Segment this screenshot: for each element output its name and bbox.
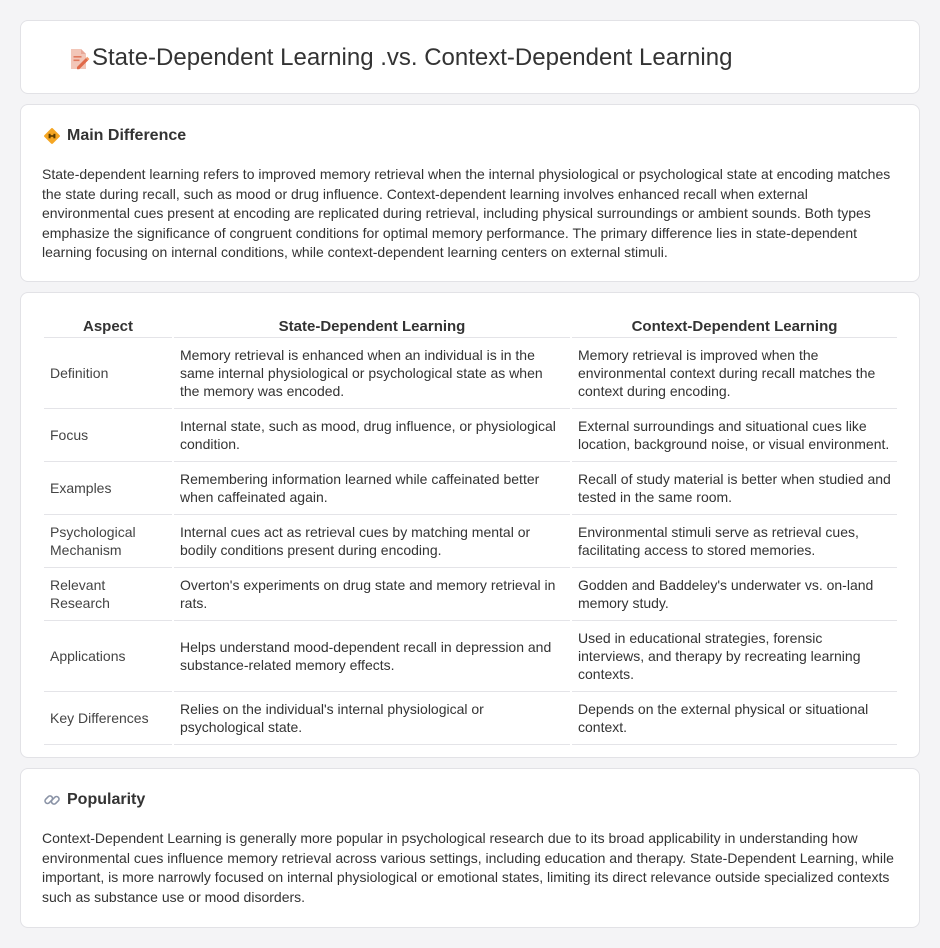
- link-icon: [43, 791, 61, 809]
- table-row: [44, 568, 897, 621]
- column-header-state: State-Dependent Learning: [174, 315, 570, 338]
- row-context-dependent: Environmental stimuli serve as retrieval cues, facilitating access to stored memories.: [572, 515, 897, 568]
- row-aspect: Psychological Mechanism: [44, 515, 172, 568]
- popularity-text: Context-Dependent Learning is generally more popular in psychological research due to its broad applicability in understanding how environmental cues influence memory retrieval across various settings, including education and therapy. State-Dependent Learning, while important, is more narrowly focused on internal physiological or emotional states, limiting its direct relevance outside specialized contexts such as substance use or mood disorders.: [42, 830, 894, 905]
- table-row: [44, 621, 897, 692]
- table-row: [44, 409, 897, 462]
- row-aspect: Applications: [44, 621, 172, 692]
- popularity-section: [20, 768, 920, 928]
- row-state-dependent: Internal cues act as retrieval cues by matching mental or bodily conditions present during encoding.: [174, 515, 570, 568]
- row-context-dependent: Depends on the external physical or situational context.: [572, 692, 897, 745]
- popularity-heading: Popularity: [67, 791, 146, 808]
- row-state-dependent: Helps understand mood-dependent recall in depression and substance-related memory effects.: [174, 621, 570, 692]
- row-aspect: Key Differences: [44, 692, 172, 745]
- page-title: State-Dependent Learning .vs. Context-Dependent Learning: [92, 44, 733, 71]
- comparison-section: [20, 292, 920, 758]
- main-difference-text: State-dependent learning refers to improved memory retrieval when the internal physiological or psychological state at encoding matches the state during recall, such as mood or drug influence. Context-dependent learning involves enhanced recall when external environmental cues present at encoding are replicated during retrieval, including physical surroundings or ambient sounds. Both types emphasize the significance of congruent conditions for optimal memory performance. The primary difference lies in state-dependent learning focusing on internal conditions, while context-dependent learning centers on external stimuli.: [42, 166, 891, 260]
- popularity-header: [43, 791, 145, 809]
- row-context-dependent: Recall of study material is better when studied and tested in the same room.: [572, 462, 897, 515]
- main-difference-heading: Main Difference: [67, 127, 187, 144]
- row-aspect: Focus: [44, 409, 172, 462]
- diamond-sign-icon: [43, 127, 61, 145]
- table-row: [44, 462, 897, 515]
- table-row: [44, 338, 897, 409]
- table-row: [44, 692, 897, 745]
- row-context-dependent: Used in educational strategies, forensic interviews, and therapy by recreating learning contexts.: [572, 621, 897, 692]
- row-aspect: Definition: [44, 338, 172, 409]
- row-state-dependent: Overton's experiments on drug state and memory retrieval in rats.: [174, 568, 570, 621]
- row-aspect: Relevant Research: [44, 568, 172, 621]
- main-difference-section: [20, 104, 920, 282]
- table-header-row: [44, 315, 897, 338]
- row-state-dependent: Memory retrieval is enhanced when an individual is in the same internal physiological or psychological state as when the memory was encoded.: [174, 338, 570, 409]
- document-edit-icon: [67, 47, 91, 71]
- main-difference-header: [43, 127, 186, 145]
- title-card: [20, 20, 920, 94]
- column-header-context: Context-Dependent Learning: [572, 315, 897, 338]
- table-row: [44, 515, 897, 568]
- row-state-dependent: Relies on the individual's internal physiological or psychological state.: [174, 692, 570, 745]
- comparison-table: [42, 315, 899, 745]
- row-context-dependent: Godden and Baddeley's underwater vs. on-land memory study.: [572, 568, 897, 621]
- row-context-dependent: External surroundings and situational cues like location, background noise, or visual environment.: [572, 409, 897, 462]
- row-state-dependent: Remembering information learned while caffeinated better when caffeinated again.: [174, 462, 570, 515]
- row-aspect: Examples: [44, 462, 172, 515]
- row-state-dependent: Internal state, such as mood, drug influence, or physiological condition.: [174, 409, 570, 462]
- row-context-dependent: Memory retrieval is improved when the environmental context during recall matches the context during encoding.: [572, 338, 897, 409]
- column-header-aspect: Aspect: [44, 315, 172, 338]
